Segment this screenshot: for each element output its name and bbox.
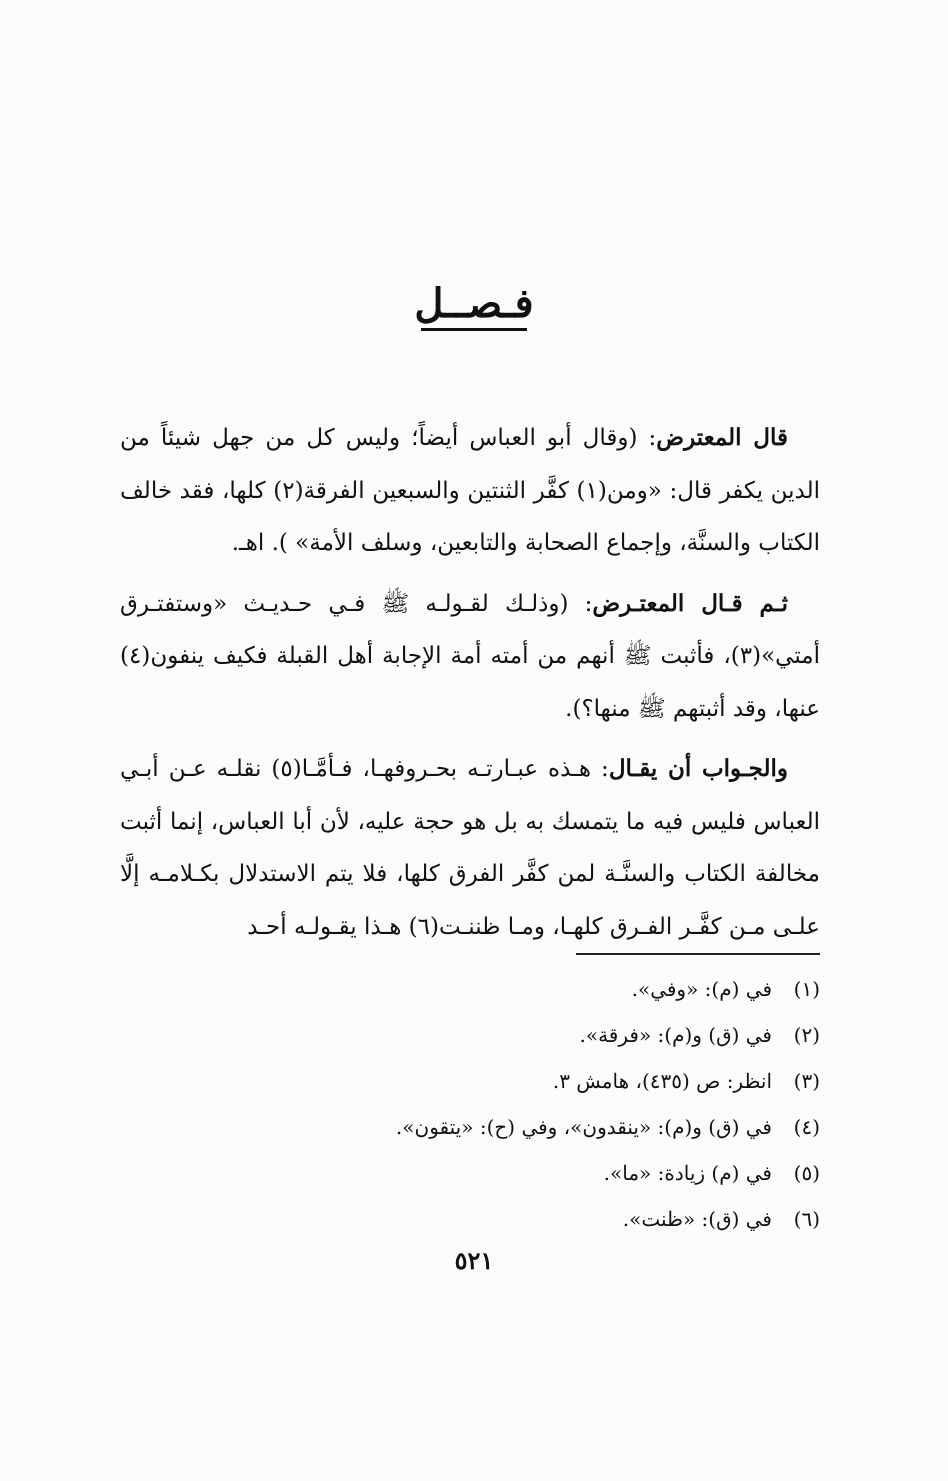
- paragraph-body: : هـذه عبـارتـه بحـروفهـا، فـأمَّـا(٥) نقلـه عـن أبـي العباس فليس فيه ما يتمسك به بل هو حجة عليه، لأن أبا العباس، إنما أثبت مخالفة الكتاب والسنَّـة لمن كفَّر الفرق كلها، فلا يتم الاستدلال بكـلامـه إلَّا علـى مـن كفَّـر الفـرق كلهـا، ومـا ظننـت(٦) هـذا يقـولـه أحـد: [120, 756, 821, 940]
- page-number: ٥٢١: [454, 1246, 494, 1275]
- section-heading-text: فـصــل: [414, 280, 534, 327]
- footnote-number: (٥): [793, 1161, 820, 1185]
- paragraph-3: [120, 743, 820, 953]
- footnote-text: في (ق) و(م): «ينقدون»، وفي (ح): «يتقون».: [395, 1115, 772, 1139]
- footnote-number: (٢): [793, 1023, 820, 1047]
- footnote-separator: [576, 953, 820, 955]
- footnote-text: في (م): «وفي».: [631, 977, 772, 1001]
- footnote-5: [120, 1150, 820, 1196]
- footnote-4: [120, 1104, 820, 1150]
- footnote-number: (٣): [793, 1069, 820, 1093]
- paragraph-body: : (وذلـك لقـولـه ﷺ فـي حـديـث «وستفتـرق أمتي»(٣)، فأثبت ﷺ أنهم من أمته أمة الإجابة أهل القبلة فكيف ينفون(٤) عنها، وقد أثبتهم ﷺ منها؟).: [120, 590, 820, 722]
- footnote-number: (٤): [793, 1115, 820, 1139]
- footnote-2: [120, 1012, 820, 1058]
- paragraph-lead: قال المعترض: [656, 424, 789, 451]
- heading-underline: [421, 328, 527, 331]
- footnote-number: (١): [793, 977, 820, 1001]
- footnotes: [120, 966, 820, 1242]
- section-heading: [0, 280, 948, 331]
- footnote-text: في (ق): «ظنت».: [622, 1207, 772, 1231]
- footnote-text: في (م) زيادة: «ما».: [603, 1161, 772, 1185]
- footnote-3: [120, 1058, 820, 1104]
- paragraph-2: [120, 578, 820, 736]
- paragraph-lead: ثـم قـال المعتـرض: [592, 589, 788, 617]
- paragraph-lead: والجـواب أن يقـال: [608, 755, 788, 782]
- main-text: [120, 412, 820, 961]
- paragraph-1: [120, 412, 820, 570]
- footnote-number: (٦): [793, 1207, 820, 1231]
- footnote-text: انظر: ص (٤٣٥)، هامش ٣.: [552, 1069, 772, 1093]
- footnote-1: [120, 966, 820, 1012]
- footnote-6: [120, 1196, 820, 1242]
- paragraph-body: : (وقال أبو العباس أيضاً؛ وليس كل من جهل شيئاً من الدين يكفر قال: «ومن(١) كفَّر الثنتين والسبعين الفرقة(٢) كلها، فقد خالف الكتاب والسنَّة، وإجماع الصحابة والتابعين، وسلف الأمة» ). اهـ.: [120, 425, 821, 556]
- footnote-text: في (ق) و(م): «فرقة».: [579, 1023, 772, 1047]
